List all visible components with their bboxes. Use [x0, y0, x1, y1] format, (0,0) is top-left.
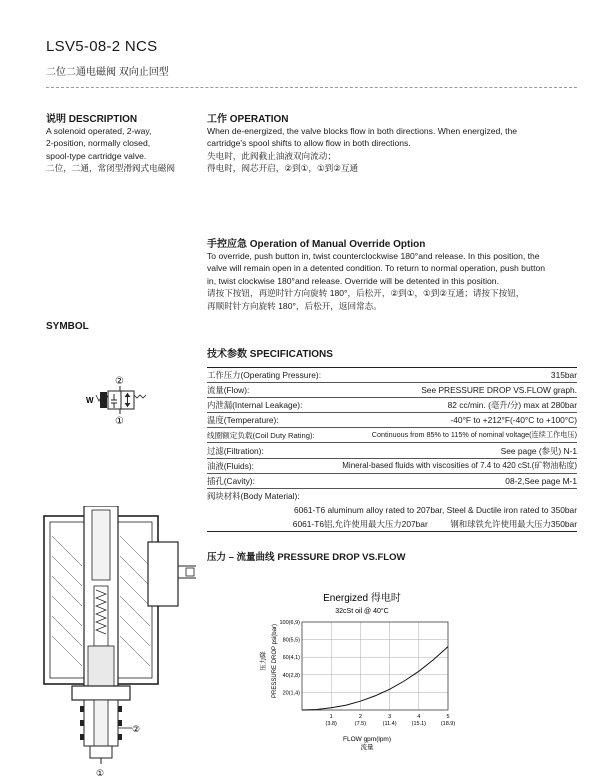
plot-area	[280, 620, 456, 727]
valve-cutaway-drawing	[36, 506, 206, 778]
description-heading: 说明 DESCRIPTION	[46, 114, 138, 125]
spec-row	[207, 458, 577, 473]
spec-value: See PRESSURE DROP VS.FLOW graph.	[328, 383, 577, 398]
symbol-port-1: ①	[115, 416, 124, 427]
operation-text: When de-energized, the valve blocks flow in both directions. When energized, the cartridge's spool shifts to allow flow in both directions. 失电时，此阀截止油液双向流动； 得电时，阀芯开启，②到①，①到②互通	[207, 126, 518, 174]
y-tick-label: 20(1,4)	[282, 690, 300, 697]
x-tick-label: 1	[329, 714, 333, 720]
specifications-section	[207, 345, 577, 532]
description-text: A solenoid operated, 2-way, 2-position, normally closed, spool-type cartridge valve. 二位，二通，常闭型滑阀式电磁阀	[46, 126, 175, 174]
x-tick-label: 5	[446, 714, 450, 720]
spec-label: 工作压力(Operating Pressure):	[207, 368, 328, 383]
x-tick-label: 3	[388, 714, 392, 720]
spec-value: 82 cc/min. (毫升/分) max at 280bar	[328, 398, 577, 413]
x-tick-label-lpm: (7.5)	[354, 721, 367, 727]
spec-label: 温度(Temperature):	[207, 413, 328, 428]
model-title: LSV5-08-2 NCS	[46, 38, 158, 55]
y-tick-label: 100(6,9)	[279, 620, 300, 626]
spec-label: 插孔(Cavity):	[207, 473, 328, 488]
spec-label: 过滤(Filtration):	[207, 443, 328, 458]
spec-value: 315bar	[328, 368, 577, 383]
spec-row	[207, 413, 577, 428]
header-divider	[46, 87, 577, 88]
cutaway-port-2: ②	[132, 724, 141, 734]
operation-section	[207, 110, 579, 175]
spec-label: 流量(Flow):	[207, 383, 328, 398]
manual-override-heading: 手控应急 Operation of Manual Override Option	[207, 239, 426, 250]
symbol-heading: SYMBOL	[46, 321, 89, 332]
x-tick-label-lpm: (15.1)	[411, 721, 426, 727]
y-tick-label: 60(4,1)	[282, 655, 300, 662]
x-tick-label-lpm: (18.9)	[440, 721, 456, 727]
spec-value: 08-2,See page M-1	[328, 473, 577, 488]
spec-label: 内泄漏(Internal Leakage):	[207, 398, 328, 413]
series-line	[302, 647, 448, 710]
chart-ylabel: PRESSURE DROP psi(bar)	[272, 624, 278, 698]
chart-ylabel-cn: 压力降	[260, 651, 267, 671]
symbol-port-2: ②	[115, 376, 124, 387]
chart-xlabel-cn: 流量	[360, 744, 374, 751]
chart-subtitle: 32cSt oil @ 40°C	[335, 608, 389, 615]
spec-row	[207, 398, 577, 413]
valve-symbol	[82, 372, 152, 428]
spec-value: See page (参见) N-1	[328, 443, 577, 458]
symbol-solenoid-letter: W	[86, 396, 94, 405]
y-tick-label: 40(2,8)	[282, 672, 300, 679]
x-tick-label: 4	[417, 714, 421, 720]
body-material-block	[207, 489, 577, 532]
manual-override-section	[207, 235, 579, 312]
spec-row	[207, 443, 577, 458]
specifications-table	[207, 367, 577, 489]
pressure-drop-heading: 压力 – 流量曲线 PRESSURE DROP VS.FLOW	[207, 552, 406, 563]
y-tick-label: 80(5,5)	[282, 637, 300, 644]
operation-heading: 工作 OPERATION	[207, 114, 289, 125]
x-tick-label-lpm: (11.4)	[382, 721, 397, 727]
spec-value: Mineral-based fluids with viscosities of 7.4 to 420 cSt.(矿物油粘度)	[328, 458, 577, 473]
spec-row	[207, 383, 577, 398]
spec-value: Continuous from 85% to 115% of nominal voltage(连续工作电压)	[328, 428, 577, 443]
spec-value: -40°F to +212°F(-40°C to +100°C)	[328, 413, 577, 428]
chart-title: Energized 得电时	[323, 593, 401, 604]
spec-row	[207, 428, 577, 443]
pressure-drop-chart	[255, 586, 460, 752]
description-section	[46, 110, 194, 175]
x-tick-label: 2	[358, 714, 362, 720]
manual-override-text: To override, push button in, twist counterclockwise 180°and release. In this position, the valve will remain open in a detented condition. To return to normal operation, push button in, twist clockwise 180°and release. Override will be detented in this position. 请按下按钮，再逆时针方向旋转 180°，后松开，②到①，①到②互通；请按下按钮， 再顺时针方向旋转 180°，后松开，返回常态。	[207, 251, 546, 311]
chart-xlabel: FLOW gpm(lpm)	[342, 736, 392, 743]
body-material-line-2: 6061-T6铝,允许使用最大压力207bar 钢和球铁允许使用最大压力350bar	[207, 517, 577, 532]
spec-row	[207, 368, 577, 383]
model-subtitle-cn: 二位二通电磁阀 双向止回型	[46, 67, 169, 78]
x-tick-label-lpm: (3.8)	[325, 721, 337, 727]
specifications-heading: 技术参数 SPECIFICATIONS	[207, 349, 333, 360]
spec-label: 线圈额定负载(Coil Duty Rating):	[207, 428, 328, 443]
body-material-line-1: 6061-T6 aluminum alloy rated to 207bar, Steel & Ductile iron rated to 350bar	[293, 504, 577, 515]
body-material-label: 阀块材料(Body Material):	[207, 490, 300, 501]
cutaway-port-1: ①	[96, 768, 105, 778]
spec-row	[207, 473, 577, 488]
spec-label: 油液(Fluids):	[207, 458, 328, 473]
